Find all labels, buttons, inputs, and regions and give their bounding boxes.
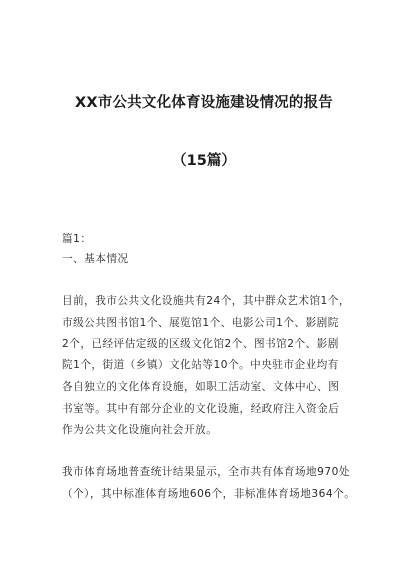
document-subtitle: （15篇） — [172, 153, 236, 169]
paragraph-line: 作为公共文化设施向社会开放。 — [62, 424, 218, 436]
document-title: XX市公共文化体育设施建设情况的报告 — [75, 95, 333, 111]
paragraph-line: 各自独立的文化体育设施，如职工活动室、文体中心、图 — [62, 381, 340, 393]
paragraph-line: 2个，已经评估定级的区级文化馆2个、图书馆2个、影剧 — [62, 338, 339, 350]
paragraph-line: 书室等。其中有部分企业的文化设施，经政府注入资金后 — [62, 403, 340, 415]
paragraph-line: 目前，我市公共文化设施共有24个，其中群众艺术馆1个， — [62, 295, 350, 307]
paragraph-line: 我市体育场地普查统计结果显示，全市共有体育场地970处 — [62, 466, 350, 478]
section-label: 篇1： — [62, 233, 92, 245]
paragraph-line: （个），其中标准体育场地606个，非标准体育场地364个。 — [62, 488, 356, 500]
paragraph-line: 院1个，街道（乡镇）文化站等10个。中央驻市企业均有 — [62, 359, 339, 371]
paragraph-line: 市级公共图书馆1个、展览馆1个、电影公司1个、影剧院 — [62, 317, 339, 329]
section-heading: 一、基本情况 — [62, 253, 129, 265]
